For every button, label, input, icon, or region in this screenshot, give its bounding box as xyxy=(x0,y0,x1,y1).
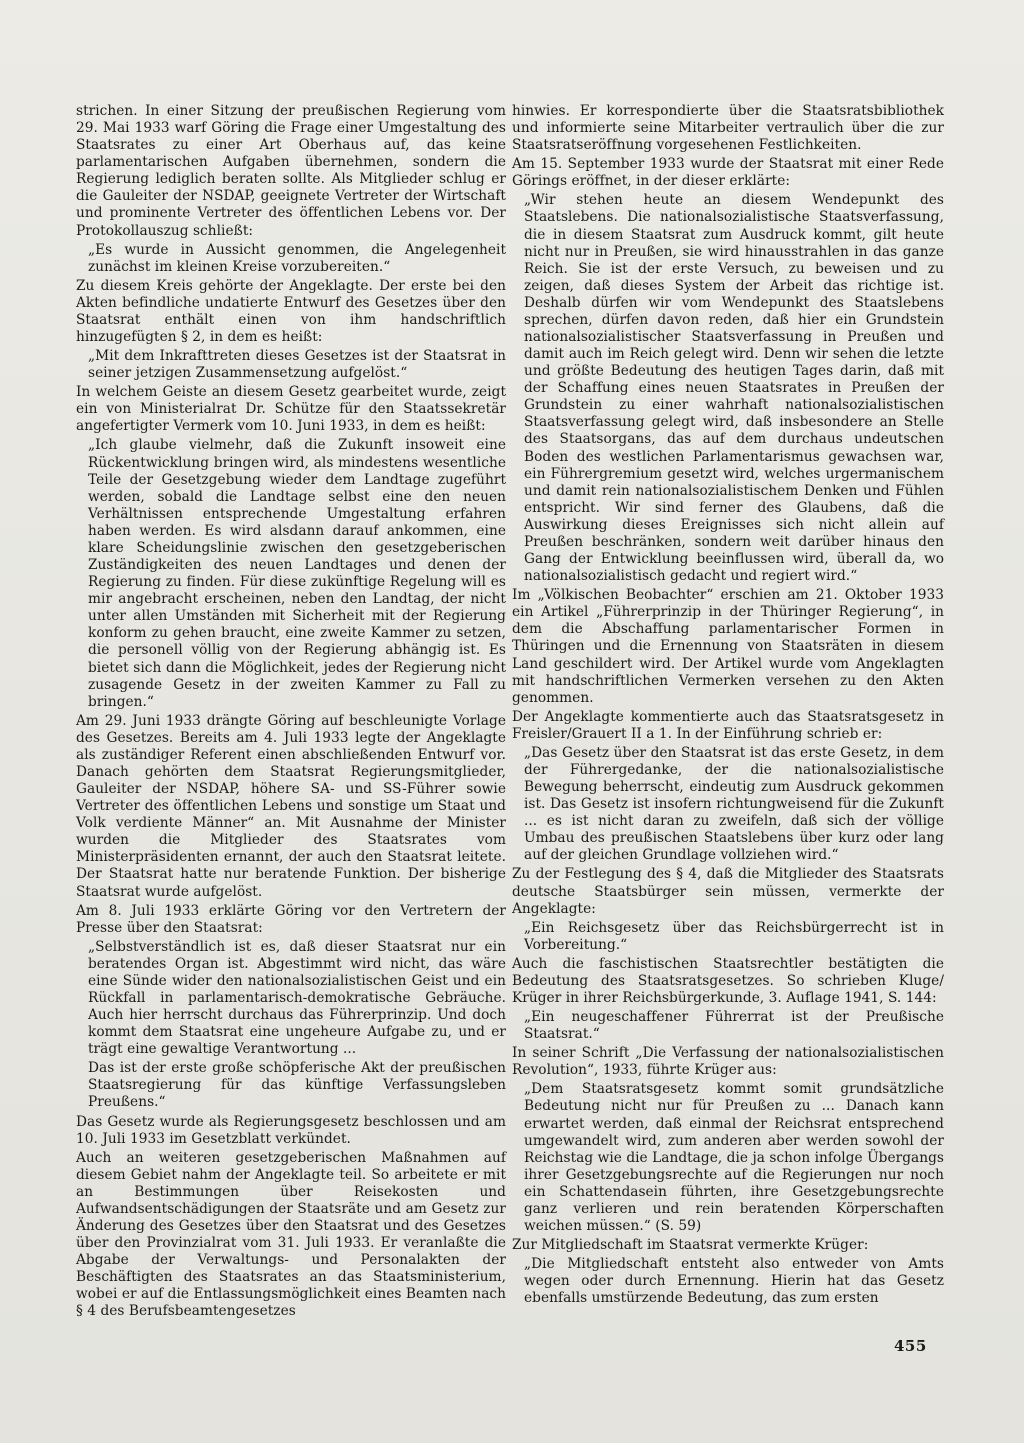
paragraph: Das Gesetz wurde als Regierungsgesetz beschlossen und am 10. Juli 1933 im Gesetzblatt verkündet. xyxy=(76,1113,506,1147)
paragraph: In welchem Geiste an diesem Gesetz gearbeitet wurde, zeigt ein von Ministerialrat Dr. Schütze für den Staatssekretär angefertigter Vermerk vom 10. Juni 1933, in dem es heißt: xyxy=(76,384,506,435)
block-quote: „Das Gesetz über den Staatsrat ist das erste Gesetz, in dem der Führergedanke, der die nationalsozialistische Bewegung beherrscht, eindeutig zum Ausdruck gekommen ist. Das Gesetz ist insofern richtungweisend für die Zukunft ... es ist nicht daran zu zweifeln, daß sich der völlige Umbau des preußischen Staatslebens über kurz oder lang auf der gleichen Grundlage vollziehen wird.“ xyxy=(524,744,944,864)
block-quote: „Dem Staatsratsgesetz kommt somit grundsätzliche Bedeutung nicht nur für Preußen zu ... Danach kann erwartet werden, daß einmal der Reichsrat entsprechend umgewandelt wird, zum anderen aber werden sowohl der Reichstag wie die Landtage, die ja schon infolge Übergangs ihrer Gesetzgebungsrechte auf die Regierungen nur noch ein Schattendasein führten, ihre Gesetzgebungsrechte ganz verlieren und rein beratenden Körperschaften weichen müssen.“ (S. 59) xyxy=(524,1081,944,1234)
paragraph: Am 8. Juli 1933 erklärte Göring vor den Vertretern der Presse über den Staatsrat: xyxy=(76,902,506,936)
paragraph: strichen. In einer Sitzung der preußischen Regierung vom 29. Mai 1933 warf Göring die Frage einer Umgestaltung des Staatsrates zu einer Art Oberhaus auf, das keine parlamentarischen Aufgaben übernehmen, sondern die Regierung lediglich beraten sollte. Als Mitglieder schlug er die Gauleiter der NSDAP, geeignete Vertreter der Wirtschaft und prominente Vertreter des öffentlichen Lebens vor. Der Protokollauszug schließt: xyxy=(76,103,506,239)
block-quote: „Ich glaube vielmehr, daß die Zukunft insoweit eine Rückentwicklung bringen wird, als mindestens wesentliche Teile der Gesetzgebung wieder dem Landtage zugeführt werden, sobald die Landtage selbst eine den neuen Verhältnissen entsprechende Umgestaltung erfahren haben werden. Es wird alsdann darauf ankommen, eine klare Scheidungslinie zwischen den gesetzgeberischen Zuständigkeiten des neuen Landtages und denen der Regierung zu finden. Für diese zukünftige Regelung will es mir angebracht erscheinen, neben den Landtag, der nicht unter allen Umständen mit Sicherheit mit der Regierung konform zu gehen braucht, eine zweite Kammer zu setzen, die personell völlig von der Regierung abhängig ist. Es bietet sich dann die Möglichkeit, jedes der Regierung nicht zusagende Gesetz in der zweiten Kammer zu Fall zu bringen.“ xyxy=(88,437,506,710)
block-quote: „Ein neugeschaffener Führerrat ist der Preußische Staatsrat.“ xyxy=(524,1009,944,1043)
paragraph: Der Angeklagte kommentierte auch das Staatsratsgesetz in Freisler/Grauert II a 1. In der Einführung schrieb er: xyxy=(512,708,944,742)
paragraph: Am 29. Juni 1933 drängte Göring auf beschleunigte Vorlage des Gesetzes. Bereits am 4. Juli 1933 legte der Angeklagte als zuständiger Referent einen abschließenden Entwurf vor. Danach gehörten dem Staatsrat Regierungsmitglieder, Gauleiter der NSDAP, höhere SA- und SS-Führer sowie Vertreter des öffentlichen Lebens und sonstige um Staat und Volk verdiente Männer“ an. Mit Ausnahme der Minister wurden die Mitglieder des Staatsrates vom Ministerpräsidenten ernannt, der auch den Staatsrat leitete. Der Staatsrat hatte nur beratende Funktion. Der bisherige Staatsrat wurde aufgelöst. xyxy=(76,712,506,900)
block-quote: Das ist der erste große schöpferische Akt der preußischen Staatsregierung für das künftige Verfassungsleben Preußens.“ xyxy=(88,1060,506,1111)
paragraph: In seiner Schrift „Die Verfassung der nationalsozialistischen Revolution“, 1933, führte Krüger aus: xyxy=(512,1045,944,1079)
paragraph: Zu diesem Kreis gehörte der Angeklagte. Der erste bei den Akten befindliche undatierte Entwurf des Gesetzes über den Staatsrat enthält einen von ihm handschriftlich hinzugefügten § 2, in dem es heißt: xyxy=(76,277,506,346)
block-quote: „Wir stehen heute an diesem Wendepunkt des Staatslebens. Die nationalsozialistische Staatsverfassung, die in diesem Staatsrat zum Ausdruck kommt, gilt heute nicht nur in Preußen, sie wird hinausstrahlen in das ganze Reich. Sie ist der erste Versuch, zu beweisen und zu zeigen, daß dieses System der Arbeit das richtige ist. Deshalb dürfen wir vom Wendepunkt des Staatslebens sprechen, dürfen davon reden, daß hier ein Grundstein nationalsozialistischer Staatsverfassung in Preußen und damit auch im Reich gelegt wird. Denn wir sehen die letzte und größte Bedeutung des heutigen Tages darin, daß mit der Schaffung eines neuen Staatsrates in Preußen der Grundstein zu einer wahrhaft nationalsozialistischen Staatsverfassung gelegt wird, daß insbesondere an Stelle des Staatsorgans, das auf dem durchaus undeutschen Boden des westlichen Parlamentarismus gewachsen war, ein Führergremium gesetzt wird, welches urgermanischem und damit rein nationalsozialistischem Denken und Fühlen entspricht. Wir sind ferner des Glaubens, daß die Auswirkung dieses Ereignisses sich nicht allein auf Preußen beschränken, sondern weit darüber hinaus den Gang der Entwicklung beeinflussen wird, überall da, wo nationalsozialistisch gedacht und regiert wird.“ xyxy=(524,192,944,585)
page-number: 455 xyxy=(894,1337,927,1355)
paragraph: Auch die faschistischen Staatsrechtler bestätigten die Bedeutung des Staatsratsgesetzes. So schrieben Kluge/ Krüger in ihrer Reichsbürgerkunde, 3. Auflage 1941, S. 144: xyxy=(512,955,944,1006)
right-text-column xyxy=(512,103,944,1309)
paragraph: Am 15. September 1933 wurde der Staatsrat mit einer Rede Görings eröffnet, in der dieser erklärte: xyxy=(512,156,944,190)
left-text-column xyxy=(76,103,506,1322)
paragraph: Zu der Festlegung des § 4, daß die Mitglieder des Staatsrats deutsche Staatsbürger sein müssen, vermerkte der Angeklagte: xyxy=(512,866,944,917)
block-quote: „Mit dem Inkrafttreten dieses Gesetzes ist der Staatsrat in seiner jetzigen Zusammensetzung aufgelöst.“ xyxy=(88,348,506,382)
paragraph: hinwies. Er korrespondierte über die Staatsratsbibliothek und informierte seine Mitarbeiter vertraulich über die zur Staatsratseröffnung vorgesehenen Festlichkeiten. xyxy=(512,103,944,154)
paragraph: Im „Völkischen Beobachter“ erschien am 21. Oktober 1933 ein Artikel „Führerprinzip in der Thüringer Regierung“, in dem die Abschaffung parlamentarischer Formen in Thüringen und die Ernennung von Staatsräten in diesem Land geschildert wird. Der Artikel wurde vom Angeklagten mit handschriftlichen Vermerken versehen zu den Akten genommen. xyxy=(512,587,944,706)
block-quote: „Ein Reichsgesetz über das Reichsbürgerrecht ist in Vorbereitung.“ xyxy=(524,919,944,953)
block-quote: „Es wurde in Aussicht genommen, die Angelegenheit zunächst im kleinen Kreise vorzubereiten.“ xyxy=(88,241,506,275)
paragraph: Zur Mitgliedschaft im Staatsrat vermerkte Krüger: xyxy=(512,1237,869,1254)
paragraph: Auch an weiteren gesetzgeberischen Maßnahmen auf diesem Gebiet nahm der Angeklagte teil. So arbeitete er mit an Bestimmungen über Reisekosten und Aufwandsentschädigungen der Staatsräte und am Gesetz zur Änderung des Gesetzes über den Staatsrat und des Gesetzes über den Provinzialrat vom 31. Juli 1933. Er veranlaßte die Abgabe der Verwaltungs- und Personalakten der Beschäftigten des Staatsrates an das Staatsministerium, wobei er auf die Entlassungsmöglichkeit eines Beamten nach § 4 des Berufsbeamtengesetzes xyxy=(76,1149,506,1320)
block-quote: „Selbstverständlich ist es, daß dieser Staatsrat nur ein beratendes Organ ist. Abgestimmt wird nicht, das wäre eine Sünde wider den nationalsozialistischen Geist und ein Rückfall in parlamentarisch-demokratische Gebräuche. Auch hier herrscht durchaus das Führerprinzip. Und doch kommt dem Staatsrat eine ungeheure Aufgabe zu, und er trägt eine gewaltige Verantwortung ... xyxy=(88,938,506,1058)
block-quote: „Die Mitgliedschaft entsteht also entweder von Amts wegen oder durch Ernennung. Hierin hat das Gesetz ebenfalls umstürzende Bedeutung, das zum ersten xyxy=(524,1256,944,1307)
